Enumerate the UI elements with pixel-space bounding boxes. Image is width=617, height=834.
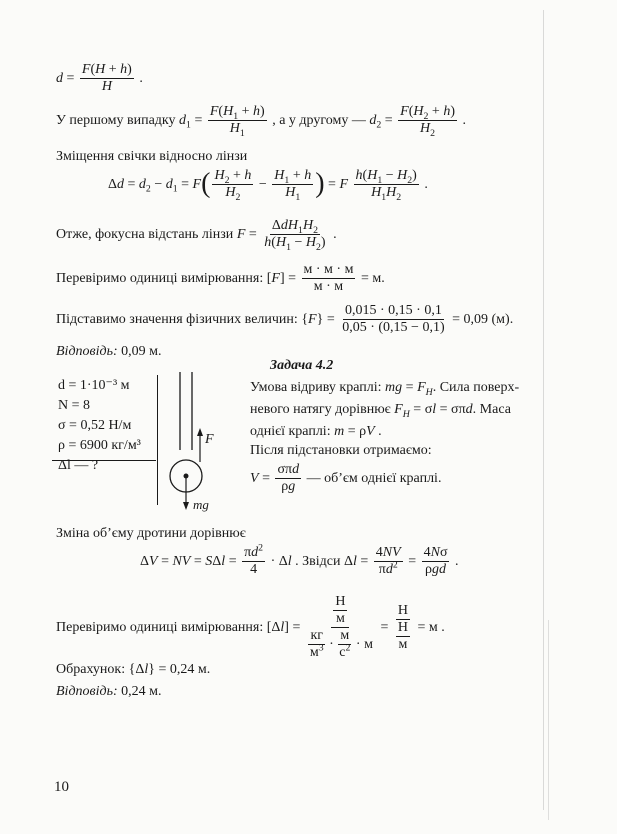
cond-line-1: Умова відриву краплі: mg = $F_H$. Сила поверх- (250, 380, 520, 398)
cond-3: однієї краплі: (250, 424, 331, 439)
given-find: Δl — ? (58, 458, 99, 473)
scan-artifact (543, 10, 544, 810)
formula-delta-v: ΔV = NV = SΔl = $\frac{\pi d^2}{4}$ · Δl . Звідси Δl = $\frac{4NV}{\pi d^2}$ = $\frac{4N\sigma}{\text{ρgd}}$ . (140, 542, 459, 578)
formula-delta-d: $\Delta d = d_2 - d_1 = F$( $\frac{H_2 + h}{H_2}$ − $\frac{H_1 + h}{H_1}$ ) = F $\frac{h(H_1 - H_2)}{H_1H_2}$ . (108, 168, 428, 203)
cond-4: Після підстановки отримаємо: (250, 443, 432, 458)
given-block (58, 378, 141, 478)
force-mg-label: mg (193, 497, 209, 512)
cond-line-3: однієї краплі: m = ρV . (250, 424, 382, 439)
answer-label-2: Відповідь: (56, 684, 118, 699)
page-number: 10 (54, 779, 69, 795)
answer-label: Відповідь: (56, 344, 118, 359)
drop-figure (160, 372, 240, 512)
units-line-1: Перевіримо одиниці вимірювання: [F] = $\frac{м \cdot м \cdot м}{м \cdot м}$ = м. (56, 262, 385, 295)
units-check-2-text: Перевіримо одиниці вимірювання: (56, 619, 264, 635)
cond-2: невого натягу дорівнює (250, 402, 391, 417)
cond-5: — об’єм однієї краплі. (306, 470, 442, 486)
given-d: d = 1·10⁻³ м (58, 378, 130, 393)
units-check-text: Перевіримо одиниці вимірювання: (56, 270, 264, 286)
first-case-mid: , а у другому — (272, 112, 366, 128)
scan-artifact (548, 620, 549, 820)
given-n: N = 8 (58, 398, 91, 413)
given-divider (52, 460, 156, 461)
cond-1: Умова відриву краплі: (250, 380, 382, 395)
given-vertical-divider (157, 375, 158, 505)
cond-line-2: невого натягу дорівнює $F_H = \sigma l = \sigma\pi d$. Маса (250, 402, 511, 420)
units-line-2: Перевіримо одиниці вимірювання: [Δl] = $\frac{Н}{м}$ $\frac{кг}{м^3}$ · $\frac{м}{с^2}$ · м = $\frac{Н}{\frac{Н}{м}}$ = м . (56, 594, 445, 661)
substitute-result: = 0,09 (м). (452, 311, 514, 327)
volume-line: V = $\frac{\text{σπd}}{\rho g}$ — об’єм однієї краплі. (250, 462, 442, 495)
substitute-line: Підставимо значення фізичних величин: {F} = $\frac{0,015 \cdot 0,15 \cdot 0,1}{0,05 \cdot (0,15 - 0,1)}$ = 0,09 (м). (56, 303, 514, 336)
first-case-line: У першому випадку $d_1$ = $\frac{F(H_1 + h)}{H_1}$ , а у другому — $d_2$ = $\frac{F(H_2 + h)}{H_2}$ . (56, 104, 466, 139)
given-sigma: σ = 0,52 Н/м (58, 418, 132, 433)
task-title: Задача 4.2 (270, 358, 334, 373)
displacement-text: Зміщення свічки відносно лінзи (56, 149, 248, 164)
formula-d: d = $\frac{F(H + h)}{H}$ . (56, 62, 143, 95)
given-rho: ρ = 6900 кг/м³ (58, 438, 141, 453)
calc-value: = 0,24 м. (158, 662, 211, 677)
substitute-text: Підставимо значення фізичних величин: (56, 311, 298, 327)
answer-2 (56, 684, 161, 699)
answer-1 (56, 344, 161, 359)
first-case-text: У першому випадку (56, 112, 176, 128)
answer-2-value: 0,24 м. (121, 684, 162, 699)
from-here: . Звідси (295, 553, 341, 569)
cond-2b: . Маса (472, 402, 511, 417)
calc-text: Обрахунок: (56, 662, 126, 677)
answer-1-value: 0,09 м. (121, 344, 162, 359)
force-f-label: F (205, 432, 214, 447)
cond-1b: . Сила поверх- (432, 380, 520, 395)
focal-text: Отже, фокусна відстань лінзи (56, 226, 234, 242)
calc-line: Обрахунок: {Δl} = 0,24 м. (56, 662, 211, 677)
focal-line: Отже, фокусна відстань лінзи F = $\frac{\Delta dH_1H_2}{h(H_1 - H_2)}$ . (56, 218, 337, 253)
wire-change-text: Зміна об’єму дротини дорівнює (56, 526, 246, 541)
